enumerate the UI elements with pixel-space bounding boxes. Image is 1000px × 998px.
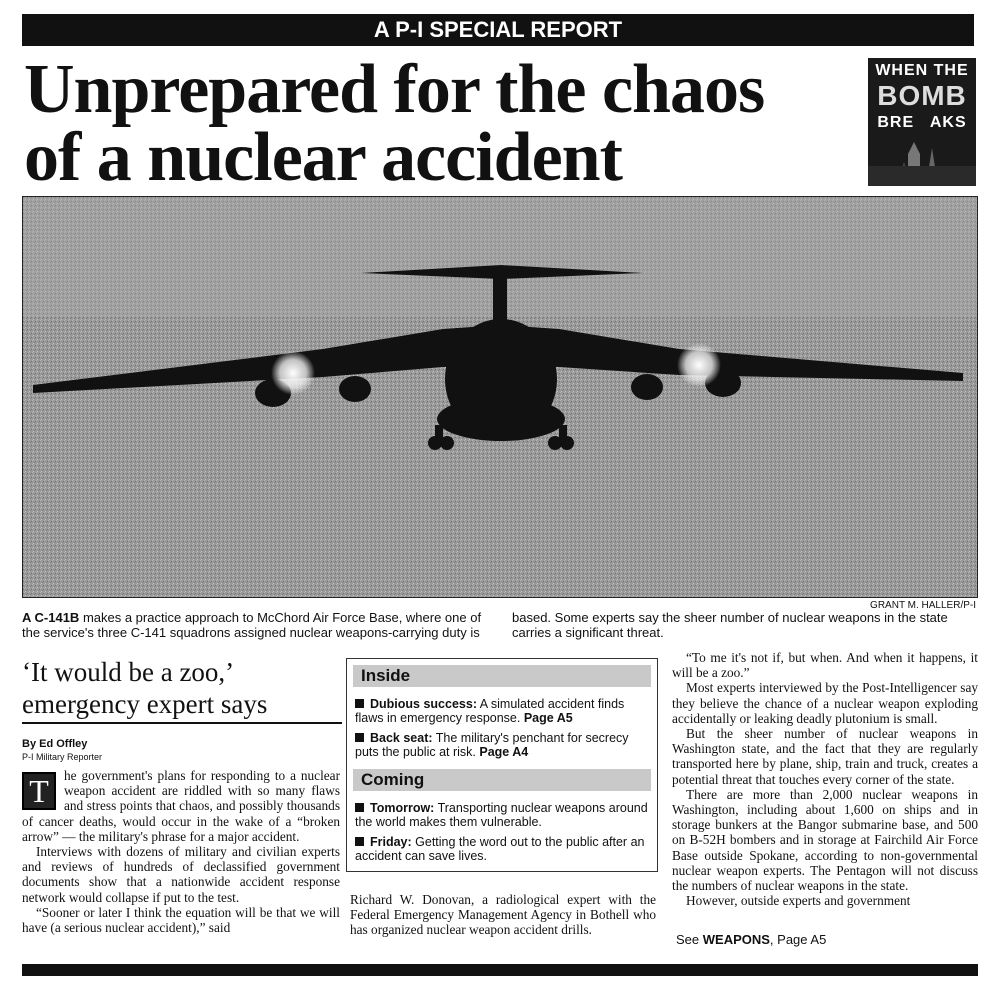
caption-lead: A C-141B [22,610,80,625]
caption-text-1: makes a practice approach to McChord Air Force Base, where one of the service's three C-141 squadrons assigned nuclear weapons-carrying duty is [22,610,482,640]
bullet-square-icon [355,699,364,708]
paragraph: There are more than 2,000 nuclear weapons in Washington, including about 1,600 on ships and in storage bunkers at the Bangor submarine base, and 500 on B-52H bombers and in storage at Fairchild Air Force Base outside Spokane, according to non-governmental nuclear weapon experts. The Pentagon will not discuss the numbers of nuclear weapons in the state. [672,786,978,894]
jump-page: , Page A5 [769,932,827,947]
item-text: The military's penchant for secrecy puts the public at risk. [355,731,629,759]
inside-box [346,658,658,872]
item-text: Getting the word out to the public after an accident can save lives. [355,835,645,863]
bullet-square-icon [355,733,364,742]
bottom-rule [22,964,978,976]
paragraph: Richard W. Donovan, a radiological expert with the Federal Emergency Management Agency in Bothell who has organized nuclear weapon accident drills. [350,892,656,938]
story-column-2 [350,892,656,938]
photo-credit: GRANT M. HALLER/P-I [870,600,976,611]
item-label: Tomorrow: [370,801,435,815]
coming-item[interactable] [355,835,651,863]
headline-line-1: Unprepared for the chaos [24,51,765,128]
bullet-square-icon [355,837,364,846]
logo-line-1: WHEN THE [875,62,969,79]
story-column-3 [672,650,978,908]
logo-line-3: BRE AKS [877,114,967,131]
drop-cap: T [22,772,56,810]
jump-prefix: See [676,932,703,947]
paragraph: “Sooner or later I think the equation will be that we will have (a serious nuclear accident),” said [22,904,340,936]
headline-line-2: of a nuclear accident [24,119,622,196]
coming-item[interactable] [355,801,651,829]
byline: By Ed Offley [22,738,88,750]
item-label: Friday: [370,835,412,849]
subhead-rule [22,722,342,724]
byline-role: P-I Military Reporter [22,752,103,762]
story-subhead: ‘It would be a zoo,’ emergency expert says [22,657,268,719]
paragraph: Interviews with dozens of military and civilian experts and reviews of hundreds of declassified government documents show that a nationwide accident response network would collapse if put to the test. [22,844,340,905]
inside-header: Inside [353,665,651,687]
inside-item[interactable] [355,697,651,725]
paragraph: But the sheer number of nuclear weapons in Washington state, and the fact that they are regularly transported here by plane, ship, train and truck, creates a potential threat that touches every corner of the state. [672,726,978,787]
item-page: Page A4 [479,745,529,759]
item-text: Transporting nuclear weapons around the world makes them vulnerable. [355,801,648,829]
coming-header: Coming [353,769,651,791]
jump-line[interactable] [676,932,826,947]
paragraph-text: he government's plans for responding to a nuclear weapon accident are riddled with so many flaws and stress points that chaos, and possibly thousands of cancer deaths, would occur in the wake of a “broken arrow” — the military's phrase for a major accident. [22,768,340,844]
item-text: A simulated accident finds flaws in emergency response. [355,697,625,725]
item-label: Back seat: [370,731,433,745]
item-label: Dubious success: [370,697,477,711]
photo-caption-left [22,610,502,640]
inside-item[interactable] [355,731,651,759]
paragraph [22,768,340,844]
item-page: Page A5 [523,711,573,725]
paragraph: However, outside experts and government [686,893,911,909]
photo-caption-right: based. Some experts say the sheer number of nuclear weapons in the state carries a significant threat. [512,610,948,640]
aircraft-photo [22,196,978,598]
story-column-1 [22,768,340,935]
jump-keyword: WEAPONS [702,932,770,947]
c141-silhouette [23,197,978,598]
series-logo [868,58,976,186]
section-banner: A P-I SPECIAL REPORT [22,14,974,46]
logo-line-2: BOMB [877,80,967,111]
paragraph: “To me it's not if, but when. And when it happens, it will be a zoo.” [672,650,978,681]
bullet-square-icon [355,803,364,812]
paragraph: Most experts interviewed by the Post-Intelligencer say they believe the chance of a nuclear weapon exploding accidentally or leaking deadly plutonium is small. [672,680,978,726]
